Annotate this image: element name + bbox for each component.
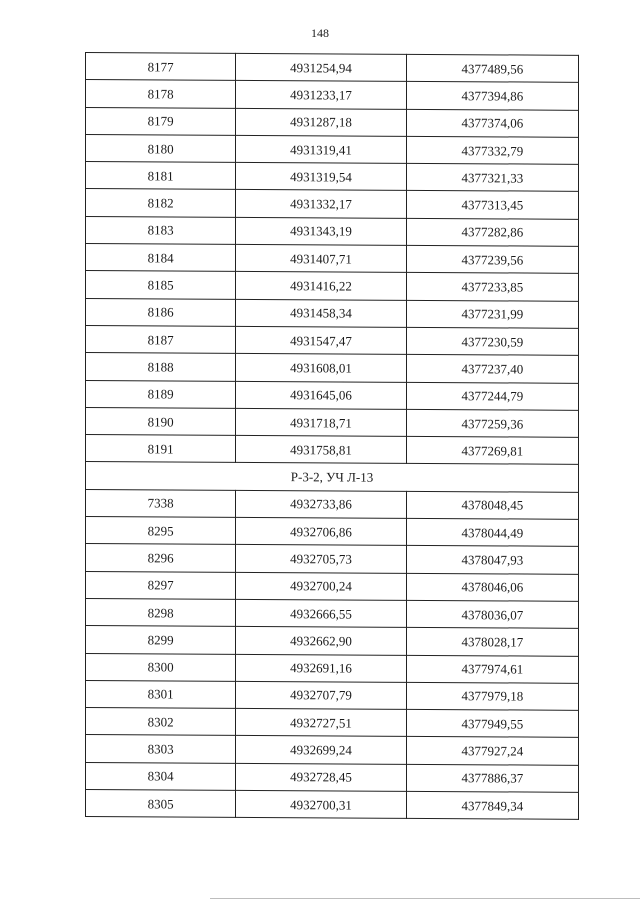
y-coordinate-cell: 4377244,79 [406, 382, 578, 410]
table-row [86, 107, 579, 137]
x-coordinate-cell: 4932706,86 [236, 517, 406, 545]
x-coordinate-cell: 4931718,71 [236, 408, 406, 436]
y-coordinate-cell: 4377849,34 [406, 791, 578, 819]
table-row [86, 380, 579, 410]
point-number-cell: 8295 [86, 517, 236, 545]
x-coordinate-cell: 4931547,47 [236, 326, 406, 354]
point-number-cell: 8300 [86, 653, 236, 681]
table-row [86, 571, 579, 601]
y-coordinate-cell: 4377231,99 [406, 300, 578, 328]
x-coordinate-cell: 4932699,24 [236, 736, 406, 764]
y-coordinate-cell: 4377332,79 [406, 136, 578, 164]
point-number-cell: 8180 [86, 134, 236, 162]
table-row [86, 134, 579, 164]
table-row [86, 517, 579, 547]
y-coordinate-cell: 4377374,06 [406, 109, 578, 137]
y-coordinate-cell: 4378044,49 [406, 518, 578, 546]
point-number-cell: 8186 [86, 298, 236, 326]
point-number-cell: 8297 [86, 571, 236, 599]
table-row [86, 271, 579, 301]
table-row [86, 53, 579, 83]
x-coordinate-cell: 4931287,18 [236, 108, 406, 136]
x-coordinate-cell: 4931319,41 [236, 135, 406, 163]
point-number-cell: 8188 [86, 353, 236, 381]
y-coordinate-cell: 4377230,59 [406, 327, 578, 355]
y-coordinate-cell: 4377233,85 [406, 273, 578, 301]
point-number-cell: 8177 [86, 53, 236, 81]
x-coordinate-cell: 4932691,16 [236, 654, 406, 682]
table-row [86, 653, 579, 683]
y-coordinate-cell: 4377313,45 [406, 191, 578, 219]
point-number-cell: 8305 [86, 790, 236, 818]
table-section [86, 462, 579, 492]
table-row [86, 407, 579, 437]
x-coordinate-cell: 4931407,71 [236, 244, 406, 272]
table-row [86, 598, 579, 628]
x-coordinate-cell: 4932662,90 [236, 627, 406, 655]
point-number-cell: 8178 [86, 80, 236, 108]
point-number-cell: 8304 [86, 762, 236, 790]
point-number-cell: 8301 [86, 680, 236, 708]
y-coordinate-cell: 4378028,17 [406, 628, 578, 656]
point-number-cell: 8299 [86, 626, 236, 654]
table-row [86, 544, 579, 574]
table-row [86, 325, 579, 355]
x-coordinate-cell: 4931458,34 [236, 299, 406, 327]
x-coordinate-cell: 4931608,01 [236, 354, 406, 382]
x-coordinate-cell: 4932727,51 [236, 708, 406, 736]
x-coordinate-cell: 4932728,45 [236, 763, 406, 791]
y-coordinate-cell: 4377394,86 [406, 82, 578, 110]
x-coordinate-cell: 4931233,17 [236, 81, 406, 109]
table-row [86, 708, 579, 738]
x-coordinate-cell: 4931416,22 [236, 272, 406, 300]
point-number-cell: 8191 [86, 435, 236, 463]
table-row [86, 680, 579, 710]
x-coordinate-cell: 4932700,24 [236, 572, 406, 600]
point-number-cell: 8183 [86, 216, 236, 244]
point-number-cell: 8185 [86, 271, 236, 299]
y-coordinate-cell: 4377239,56 [406, 245, 578, 273]
page-number: 148 [311, 26, 329, 40]
point-number-cell: 8190 [86, 407, 236, 435]
y-coordinate-cell: 4377979,18 [406, 682, 578, 710]
table-row [86, 735, 579, 765]
x-coordinate-cell: 4931332,17 [236, 190, 406, 218]
y-coordinate-cell: 4377927,24 [406, 737, 578, 765]
x-coordinate-cell: 4931254,94 [236, 53, 406, 81]
point-number-cell: 8182 [86, 189, 236, 217]
coordinates-table [85, 52, 579, 820]
table-row [86, 353, 579, 383]
table-row [86, 80, 579, 110]
point-number-cell: 8298 [86, 598, 236, 626]
y-coordinate-cell: 4378036,07 [406, 600, 578, 628]
table-row [86, 626, 579, 656]
point-number-cell: 8179 [86, 107, 236, 135]
y-coordinate-cell: 4377949,55 [406, 709, 578, 737]
point-number-cell: 8302 [86, 708, 236, 736]
point-number-cell: 8296 [86, 544, 236, 572]
x-coordinate-cell: 4931343,19 [236, 217, 406, 245]
table-row [86, 244, 579, 274]
section-title: Р-3-2, УЧ Л-13 [86, 462, 579, 492]
table-row [86, 435, 579, 465]
y-coordinate-cell: 4377269,81 [406, 437, 578, 465]
x-coordinate-cell: 4931319,54 [236, 163, 406, 191]
y-coordinate-cell: 4377321,33 [406, 164, 578, 192]
point-number-cell: 8189 [86, 380, 236, 408]
table-row [86, 762, 579, 792]
table-row [86, 489, 579, 519]
y-coordinate-cell: 4378046,06 [406, 573, 578, 601]
y-coordinate-cell: 4377237,40 [406, 355, 578, 383]
table-body-bottom [86, 489, 579, 819]
section-header-row [86, 462, 579, 492]
x-coordinate-cell: 4932733,86 [236, 490, 406, 518]
point-number-cell: 8184 [86, 244, 236, 272]
point-number-cell: 7338 [86, 489, 236, 517]
y-coordinate-cell: 4377886,37 [406, 764, 578, 792]
table-row [86, 790, 579, 820]
y-coordinate-cell: 4377974,61 [406, 655, 578, 683]
point-number-cell: 8303 [86, 735, 236, 763]
table-row [86, 189, 579, 219]
x-coordinate-cell: 4931645,06 [236, 381, 406, 409]
table-row [86, 162, 579, 192]
x-coordinate-cell: 4932707,79 [236, 681, 406, 709]
x-coordinate-cell: 4932705,73 [236, 545, 406, 573]
table-body-top [86, 53, 579, 465]
y-coordinate-cell: 4378047,93 [406, 546, 578, 574]
x-coordinate-cell: 4931758,81 [236, 436, 406, 464]
x-coordinate-cell: 4932666,55 [236, 599, 406, 627]
point-number-cell: 8187 [86, 325, 236, 353]
y-coordinate-cell: 4377282,86 [406, 218, 578, 246]
table-row [86, 298, 579, 328]
table-row [86, 216, 579, 246]
y-coordinate-cell: 4377259,36 [406, 409, 578, 437]
x-coordinate-cell: 4932700,31 [236, 790, 406, 818]
y-coordinate-cell: 4377489,56 [406, 54, 578, 82]
scan-edge-line [210, 898, 640, 899]
y-coordinate-cell: 4378048,45 [406, 491, 578, 519]
point-number-cell: 8181 [86, 162, 236, 190]
